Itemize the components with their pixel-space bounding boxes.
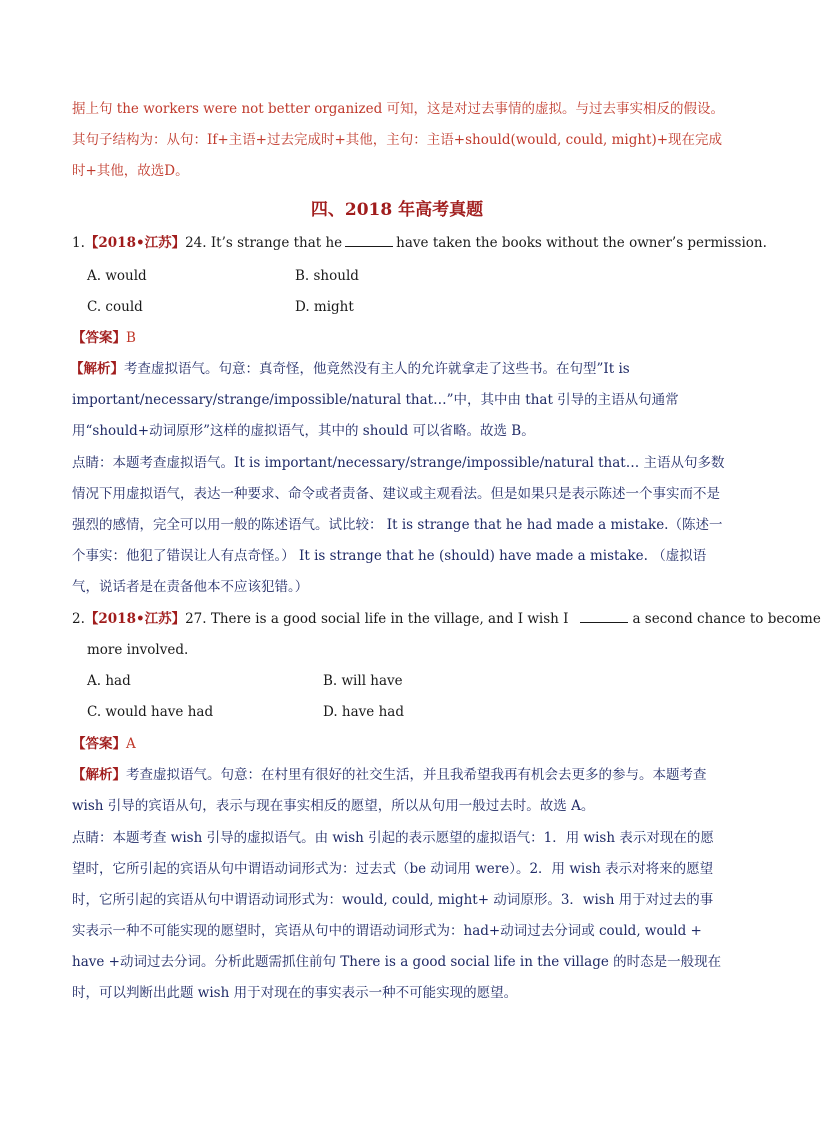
q2-comment: 点睛：本题考查 wish 引导的虚拟语气。由 wish 引起的表示愿望的虚拟语气：1．用 wish 表示对现在的愿望时，它所引起的宾语从句中谓语动词形式为：过去式（be 动词用 were）。2．用 wish 表示对将来的愿望时，它所引起的宾语从句中谓语动词形式为：would, could, might+ 动词原形。3．wish 用于对过去的事实表示一种不可能实现的愿望时，宾语从句中的谓语动词形式为：had+动词过去分词或 could, would + have +动词过去分词。分析此题需抓住前句 There is a good social life in the village 的时态是一般现在时，可以判断出此题 wish 用于对现在的事实表示一种不可能实现的愿望。 [72,830,722,1001]
q1-analysis-label: 【解析】 [70,361,124,377]
q1-analysis-text: 考查虚拟语气。句意：真奇怪，他竟然没有主人的允许就拿走了这些书。在句型”It is important/necessary/strange/impossible/natural that…”中，其中由 that 引导的主语从句通常用“should+动词原形”这样的虚拟语气，其中的 should 可以省略。故选 B。 [72,361,679,439]
q2-analysis-label: 【解析】 [72,767,126,783]
q1-option-b: B. should [295,268,359,284]
question-2-stem-cont: more involved. [87,642,189,658]
question-1-source: 【2018•江苏】 [84,235,186,251]
question-2-source: 【2018•江苏】 [84,611,186,627]
q2-option-d: D. have had [323,704,404,720]
q2-answer [72,729,726,760]
question-2 [72,604,821,635]
question-2-stem-after: a second chance to become [632,611,821,627]
question-1-blank [345,234,393,247]
question-1-stem-after: have taken the books without the owner’s permission. [396,235,767,251]
q1-answer-label: 【答案】 [72,330,126,346]
q1-answer-value: B [126,330,136,346]
question-2-number: 2. [72,611,85,627]
q2-option-b: B. will have [323,673,403,689]
q2-option-a: A. had [87,673,131,689]
q1-option-a: A. would [87,268,147,284]
q1-option-d: D. might [295,299,354,315]
intro-paragraph: 据上句 the workers were not better organized 可知，这是对过去事情的虚拟。与过去事实相反的假设。其句子结构为：从句：If+主语+过去完成时+其他，主句：主语+should(would, could, might)+现在完成时+其他，故选D。 [72,101,725,179]
question-1-number: 1. [72,235,85,251]
q2-option-c: C. would have had [87,704,214,720]
q1-comment: 点睛：本题考查虚拟语气。It is important/necessary/strange/impossible/natural that… 主语从句多数情况下用虚拟语气，表达一种要求、命令或者责备、建议或主观看法。但是如果只是表示陈述一个事实而不是强烈的感情，完全可以用一般的陈述语气。试比较： It is strange that he had made a mistake.（陈述一个事实：他犯了错误让人有点奇怪。） It is strange that he (should) have made a mistake. （虚拟语气，说话者是在责备他本不应该犯错。） [72,455,725,595]
q1-analysis [72,354,726,447]
question-1-stem-before: 24. It’s strange that he [185,235,343,251]
q1-answer [72,323,726,354]
question-2-stem-before: 27. There is a good social life in the village, and I wish I [185,611,569,627]
section-heading: 四、2018 年高考真题 [310,200,484,220]
q2-answer-label: 【答案】 [72,736,126,752]
question-2-blank [580,610,628,623]
question-1 [72,228,767,259]
q2-analysis [72,760,726,822]
q2-analysis-text: 考查虚拟语气。句意：在村里有很好的社交生活，并且我希望我再有机会去更多的参与。本题考查 wish 引导的宾语从句，表示与现在事实相反的愿望，所以从句用一般过去时。故选 A。 [72,767,707,814]
q2-answer-value: A [126,736,136,752]
q1-option-c: C. could [87,299,143,315]
